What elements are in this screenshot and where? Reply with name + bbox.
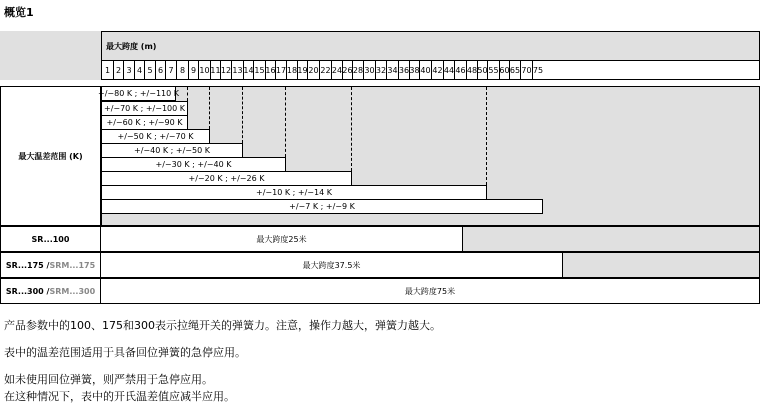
span-guide-line: [486, 87, 487, 185]
span-tick-10: 10: [198, 61, 210, 79]
header-left-blank: [0, 31, 101, 80]
span-tick-20: 20: [307, 61, 319, 79]
temperature-bar: +/−70 K ; +/−100 K: [101, 101, 188, 116]
span-tick-48: 48: [466, 61, 477, 79]
model-row-sr100: [0, 226, 762, 252]
span-tick-17: 17: [275, 61, 286, 79]
span-tick-32: 32: [375, 61, 386, 79]
span-tick-13: 13: [231, 61, 243, 79]
span-tick-2: 2: [113, 61, 123, 79]
span-tick-30: 30: [363, 61, 375, 79]
page-title: 概览1: [4, 6, 34, 19]
temperature-chart-area: [98, 86, 760, 226]
span-tick-12: 12: [220, 61, 231, 79]
span-tick-24: 24: [331, 61, 342, 79]
span-guide-line: [242, 87, 243, 143]
model-span-remainder: [463, 226, 760, 252]
span-tick-65: 65: [509, 61, 520, 79]
note-halve-values: 在这种情况下，表中的开氏温差值应减半应用。: [4, 390, 235, 403]
span-tick-42: 42: [431, 61, 443, 79]
note-no-return-spring: 如未使用回位弹簧，则严禁用于急停应用。: [4, 373, 213, 386]
span-tick-9: 9: [188, 61, 198, 79]
span-guide-line: [187, 87, 188, 101]
model-label: SR...100: [0, 226, 101, 252]
span-tick-3: 3: [123, 61, 134, 79]
temperature-bar: +/−50 K ; +/−70 K: [101, 129, 210, 144]
temperature-label-cell: [0, 86, 101, 226]
span-tick-18: 18: [286, 61, 297, 79]
span-tick-55: 55: [487, 61, 499, 79]
span-tick-60: 60: [499, 61, 509, 79]
span-tick-1: 1: [104, 65, 111, 75]
temperature-bar: +/−30 K ; +/−40 K: [101, 157, 286, 172]
span-header-cell: [101, 31, 760, 60]
span-tick-11: 11: [210, 61, 220, 79]
span-tick-70: 70: [520, 61, 532, 79]
temperature-bar: +/−40 K ; +/−50 K: [101, 143, 243, 158]
span-tick-40: 40: [419, 61, 431, 79]
note-spring-force: 产品参数中的100、175和300表示拉绳开关的弹簧力。注意，操作力越大，弹簧力越大。: [4, 319, 441, 332]
span-header-label: 最大跨度 (m): [106, 42, 157, 51]
span-guide-line: [209, 87, 210, 129]
span-tick-8: 8: [176, 61, 188, 79]
span-tick-15: 15: [253, 61, 265, 79]
span-tick-46: 46: [454, 61, 466, 79]
model-span-bar: 最大跨度37.5米: [101, 252, 563, 278]
model-row-sr175: [0, 252, 762, 278]
temperature-bar: +/−20 K ; +/−26 K: [101, 171, 352, 186]
span-guide-line: [351, 87, 352, 171]
model-span-bar: 最大跨度25米: [101, 226, 463, 252]
span-tick-75: 75: [532, 61, 543, 79]
temperature-bar: +/−10 K ; +/−14 K: [101, 185, 487, 200]
model-label: SR...175 / SRM...175: [0, 252, 101, 278]
span-tick-44: 44: [443, 61, 454, 79]
span-tick-28: 28: [352, 61, 363, 79]
span-tick-22: 22: [319, 61, 331, 79]
span-tick-4: 4: [134, 61, 144, 79]
span-tick-14: 14: [243, 61, 253, 79]
span-tick-38: 38: [409, 61, 419, 79]
span-tick-16: 16: [265, 61, 275, 79]
model-label: SR...300 / SRM...300: [0, 278, 101, 304]
span-tick-36: 36: [398, 61, 409, 79]
model-row-sr300: [0, 278, 762, 304]
span-tick-axis: [101, 60, 760, 80]
temperature-bar: +/−7 K ; +/−9 K: [101, 199, 543, 214]
span-tick-19: 19: [297, 61, 307, 79]
temperature-bar: +/−80 K ; +/−110 K: [101, 86, 176, 101]
span-tick-5: 5: [144, 61, 155, 79]
span-tick-34: 34: [386, 61, 398, 79]
span-guide-line: [285, 87, 286, 157]
span-tick-50: 50: [477, 61, 487, 79]
span-tick-7: 7: [165, 61, 176, 79]
temperature-bar: +/−60 K ; +/−90 K: [101, 115, 188, 130]
span-tick-6: 6: [155, 61, 165, 79]
temperature-label: 最大温差范围 (K): [18, 151, 83, 161]
model-span-bar: 最大跨度75米: [101, 278, 760, 304]
model-span-remainder: [563, 252, 760, 278]
span-tick-26: 26: [342, 61, 352, 79]
note-temperature-range: 表中的温差范围适用于具备回位弹簧的急停应用。: [4, 346, 246, 359]
